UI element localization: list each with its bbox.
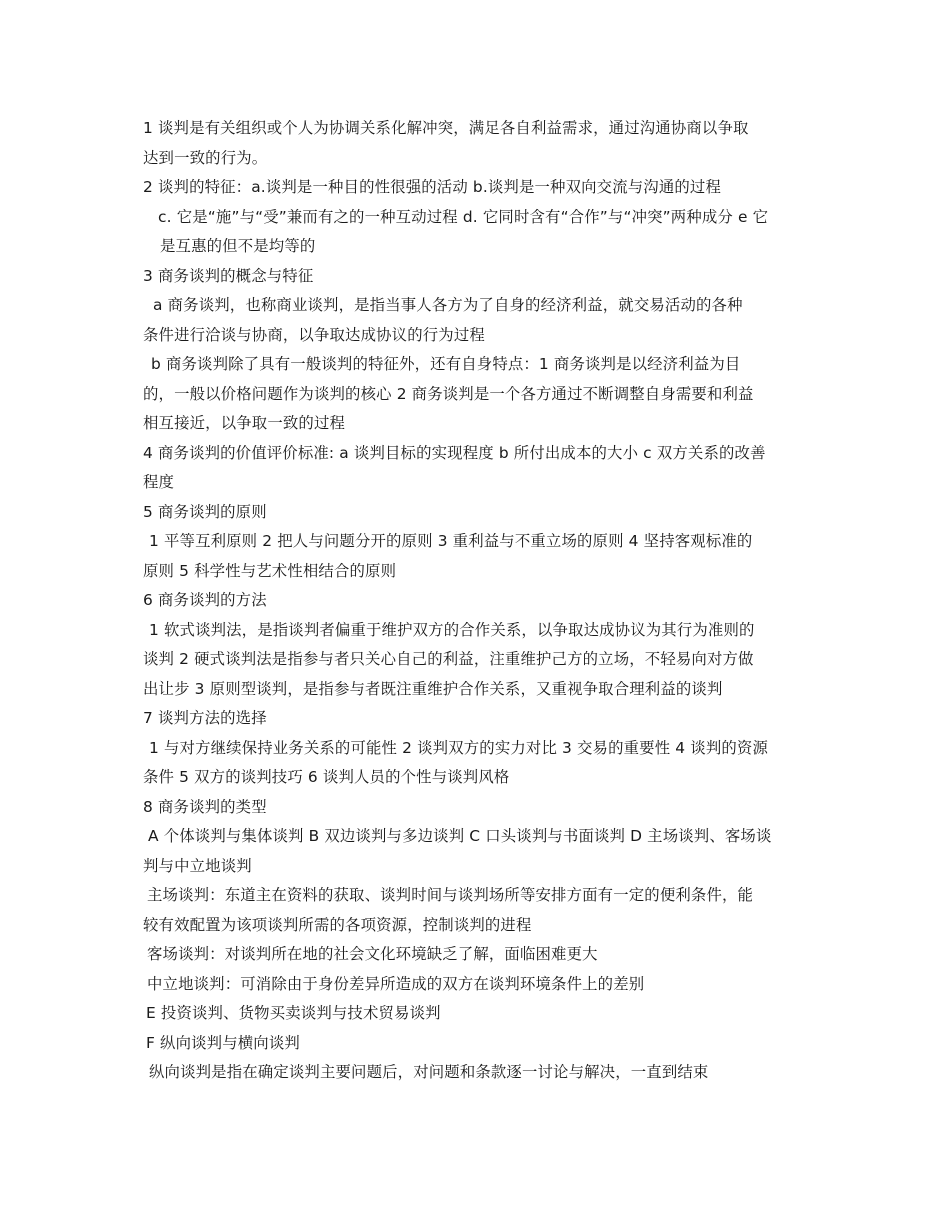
text-line: b 商务谈判除了具有一般谈判的特征外，还有自身特点：1 商务谈判是以经济利益为目 bbox=[151, 355, 741, 373]
text-line: 6 商务谈判的方法 bbox=[143, 591, 267, 609]
text-line: 1 谈判是有关组织或个人为协调关系化解冲突，满足各自利益需求，通过沟通协商以争取 bbox=[143, 119, 749, 137]
text-line: 是互惠的但不是均等的 bbox=[160, 237, 316, 255]
text-line: 谈判 2 硬式谈判法是指参与者只关心自己的利益，注重维护己方的立场，不轻易向对方做 bbox=[143, 650, 754, 668]
text-line: 客场谈判：对谈判所在地的社会文化环境缺乏了解，面临困难更大 bbox=[147, 945, 598, 963]
text-line: 4 商务谈判的价值评价标准: a 谈判目标的实现程度 b 所付出成本的大小 c 双方关系的改善 bbox=[143, 443, 766, 462]
text-line: 判与中立地谈判 bbox=[143, 856, 252, 875]
text-line: 达到一致的行为。 bbox=[143, 148, 268, 167]
text-line: 出让步 3 原则型谈判，是指参与者既注重维护合作关系，又重视争取合理利益的谈判 bbox=[143, 679, 723, 698]
text-line: 程度 bbox=[143, 473, 175, 491]
text-line: 5 商务谈判的原则 bbox=[143, 502, 267, 521]
text-line: a 商务谈判，也称商业谈判，是指当事人各方为了自身的经济利益，就交易活动的各种 bbox=[153, 296, 743, 314]
text-line: 条件 5 双方的谈判技巧 6 谈判人员的个性与谈判风格 bbox=[143, 768, 510, 786]
text-line: 纵向谈判是指在确定谈判主要问题后，对问题和条款逐一讨论与解决，一直到结束 bbox=[149, 1063, 709, 1081]
text-line: 8 商务谈判的类型 bbox=[143, 797, 267, 816]
text-line: 1 软式谈判法，是指谈判者偏重于维护双方的合作关系，以争取达成协议为其行为准则的 bbox=[149, 620, 755, 639]
text-line: E 投资谈判、货物买卖谈判与技术贸易谈判 bbox=[146, 1004, 441, 1022]
text-line: 3 商务谈判的概念与特征 bbox=[143, 266, 314, 285]
text-line: F 纵向谈判与横向谈判 bbox=[146, 1033, 300, 1052]
text-line: 的，一般以价格问题作为谈判的核心 2 商务谈判是一个各方通过不断调整自身需要和利益 bbox=[143, 384, 754, 403]
text-line: 7 谈判方法的选择 bbox=[143, 709, 267, 727]
text-line: 1 与对方继续保持业务关系的可能性 2 谈判双方的实力对比 3 交易的重要性 4 谈判的资源 bbox=[149, 738, 768, 757]
text-line: 中立地谈判：可消除由于身份差异所造成的双方在谈判环境条件上的差别 bbox=[147, 974, 645, 993]
text-line: 条件进行洽谈与协商，以争取达成协议的行为过程 bbox=[143, 325, 485, 344]
text-line: 2 谈判的特征：a.谈判是一种目的性很强的活动 b.谈判是一种双向交流与沟通的过程 bbox=[143, 178, 721, 196]
text-line: A 个体谈判与集体谈判 B 双边谈判与多边谈判 C 口头谈判与书面谈判 D 主场谈判、客场谈 bbox=[148, 827, 772, 845]
text-line: c. 它是“施”与“受”兼而有之的一种互动过程 d. 它同时含有“合作”与“冲突”两种成分 e 它 bbox=[158, 207, 769, 226]
text-line: 原则 5 科学性与艺术性相结合的原则 bbox=[143, 561, 397, 580]
text-line: 较有效配置为该项谈判所需的各项资源，控制谈判的进程 bbox=[143, 915, 532, 934]
text-line: 1 平等互利原则 2 把人与问题分开的原则 3 重利益与不重立场的原则 4 坚持客观标准的 bbox=[149, 532, 753, 550]
text-line: 主场谈判：东道主在资料的获取、谈判时间与谈判场所等安排方面有一定的便利条件，能 bbox=[147, 886, 754, 904]
document-body bbox=[143, 114, 813, 1088]
text-line: 相互接近，以争取一致的过程 bbox=[143, 414, 346, 432]
